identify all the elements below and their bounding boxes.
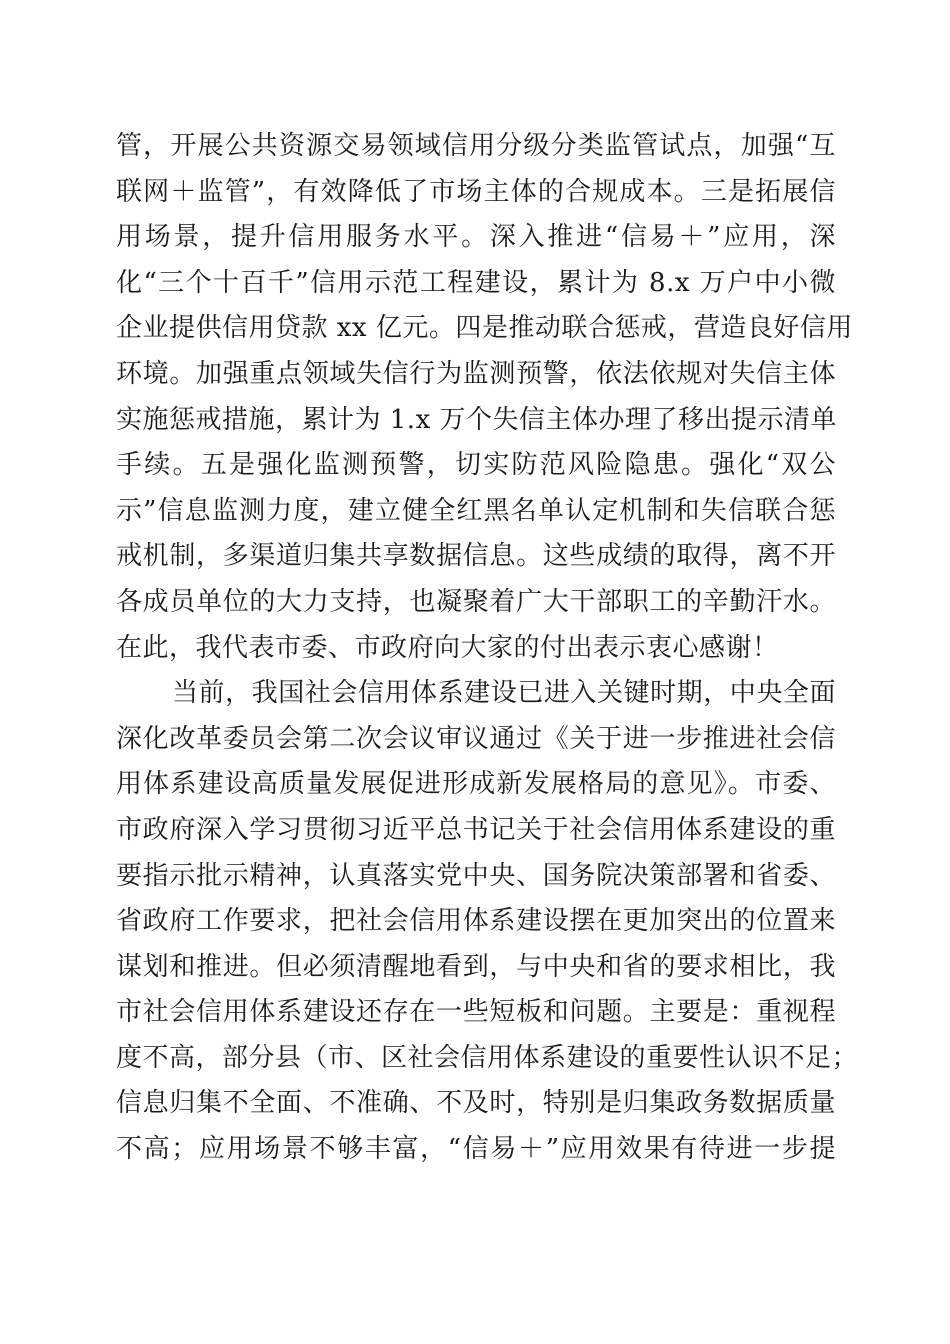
text-line: 市社会信用体系建设还存在一些短板和问题。主要是：重视程: [116, 997, 836, 1028]
text-line: 度不高，部分县（市、区社会信用体系建设的重要性认识不足；: [116, 1042, 859, 1073]
text-line: 企业提供信用贷款 xx 亿元。四是推动联合惩戒，营造良好信用: [116, 313, 853, 344]
text-line: 谋划和推进。但必须清醒地看到，与中央和省的要求相比，我: [116, 951, 836, 982]
text-line: 联网＋监管”，有效降低了市场主体的合规成本。三是拓展信: [116, 176, 836, 207]
text-line: 用场景，提升信用服务水平。深入推进“信易＋”应用，深: [116, 222, 836, 253]
text-line: 省政府工作要求，把社会信用体系建设摆在更加突出的位置来: [116, 906, 836, 937]
text-line: 深化改革委员会第二次会议审议通过《关于进一步推进社会信: [116, 723, 836, 754]
text-line: 各成员单位的大力支持，也凝聚着广大干部职工的辛勤汗水。: [116, 586, 836, 617]
text-line: 环境。加强重点领域失信行为监测预警，依法依规对失信主体: [116, 358, 836, 389]
text-line: 信息归集不全面、不准确、不及时，特别是归集政务数据质量: [116, 1088, 836, 1119]
text-line: 示”信息监测力度，建立健全红黑名单认定机制和失信联合惩: [116, 495, 836, 526]
text-line: 不高；应用场景不够丰富，“信易＋”应用效果有待进一步提: [116, 1134, 836, 1165]
text-line: 手续。五是强化监测预警，切实防范风险隐患。强化“双公: [116, 450, 836, 481]
paragraph-start-line: 当前，我国社会信用体系建设已进入关键时期，中央全面: [172, 678, 836, 709]
text-line: 要指示批示精神，认真落实党中央、国务院决策部署和省委、: [116, 860, 836, 891]
text-line: 戒机制，多渠道归集共享数据信息。这些成绩的取得，离不开: [116, 541, 836, 572]
text-line: 管，开展公共资源交易领域信用分级分类监管试点，加强“互: [116, 131, 836, 161]
text-line: 化“三个十百千”信用示范工程建设，累计为 8.x 万户中小微: [116, 267, 836, 298]
paragraph-end-line: 在此，我代表市委、市政府向大家的付出表示衷心感谢！: [116, 632, 779, 663]
text-line: 实施惩戒措施，累计为 1.x 万个失信主体办理了移出提示清单: [116, 404, 837, 435]
body-text: [116, 124, 859, 1173]
text-line: 市政府深入学习贯彻习近平总书记关于社会信用体系建设的重: [116, 814, 836, 845]
text-line: 用体系建设高质量发展促进形成新发展格局的意见》。市委、: [116, 769, 836, 800]
